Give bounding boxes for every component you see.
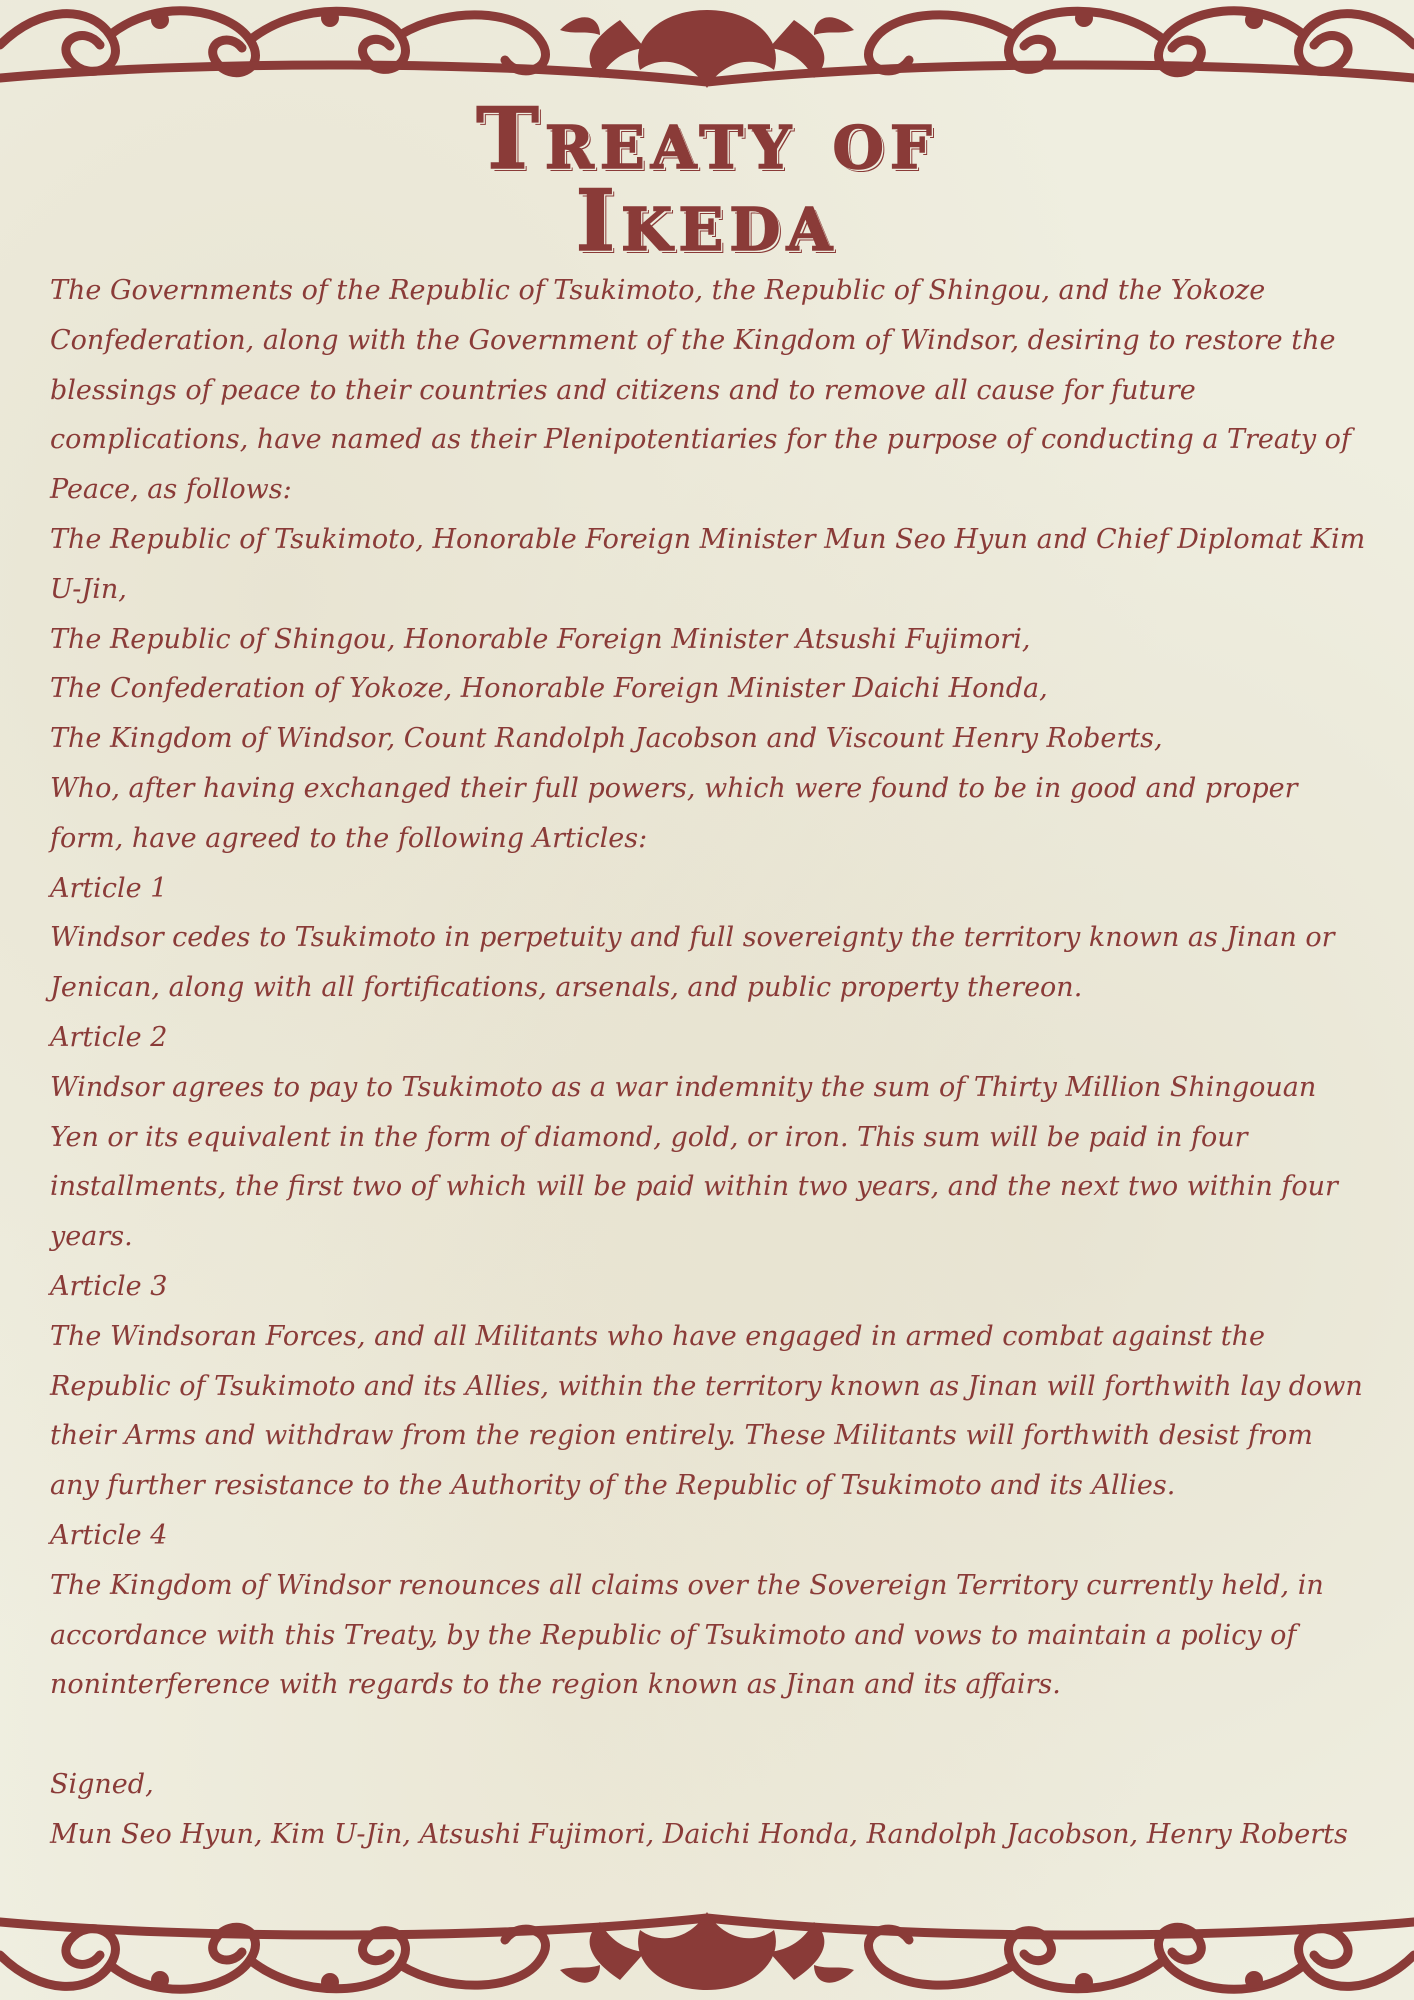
article-text: The Windsoran Forces, and all Militants who have engaged in armed combat against the Republic of Tsukimoto and its Allies, within the territory known as Jinan will forthwith lay down their Arms and withdraw from the region entirely. These Militants will forthwith desist from any further resistance to the Authority of the Republic of Tsukimoto and its Allies.: [50, 1320, 1363, 1502]
plenipotentiary-windsor: The Kingdom of Windsor, Count Randolph Jacobson and Viscount Henry Roberts,: [50, 723, 1163, 755]
article-heading: Article 1: [50, 872, 168, 904]
document-title: [0, 89, 1414, 270]
title-line-1: Treaty of: [476, 89, 938, 188]
article-heading: Article 4: [50, 1519, 168, 1551]
article-text: Windsor agrees to pay to Tsukimoto as a war indemnity the sum of Thirty Million Shingouan Yen or its equivalent in the form of diamond, gold, or iron. This sum will be paid in four installments, the first two of which will be paid within two years, and the next two within four years.: [50, 1071, 1338, 1253]
treaty-body: [50, 266, 1368, 1860]
plenipotentiary-tsukimoto: The Republic of Tsukimoto, Honorable Foreign Minister Mun Seo Hyun and Chief Diplomat Kim U-Jin,: [50, 523, 1366, 605]
article-heading: Article 2: [50, 1021, 168, 1053]
agreement-intro: Who, after having exchanged their full powers, which were found to be in good and proper form, have agreed to the following Articles:: [50, 772, 1298, 854]
title-line-2: Ikeda: [575, 171, 839, 270]
spacer: [50, 1710, 1368, 1760]
plenipotentiary-yokoze: The Confederation of Yokoze, Honorable Foreign Minister Daichi Honda,: [50, 673, 1048, 705]
article-text: The Kingdom of Windsor renounces all claims over the Sovereign Territory currently held, in accordance with this Treaty, by the Republic of Tsukimoto and vows to maintain a policy of noninterference with regards to the region known as Jinan and its affairs.: [50, 1569, 1324, 1701]
preamble: The Governments of the Republic of Tsukimoto, the Republic of Shingou, and the Yokoze Confederation, along with the Government of the Kingdom of Windsor, desiring to restore the blessings of peace to their countries and citizens and to remove all cause for future complications, have named as their Plenipotentiaries for the purpose of conducting a Treaty of Peace, as follows:: [50, 275, 1351, 506]
plenipotentiary-shingou: The Republic of Shingou, Honorable Foreign Minister Atsushi Fujimori,: [50, 623, 1031, 655]
article-heading: Article 3: [50, 1270, 168, 1302]
floral-border-bottom-icon: [0, 1905, 1414, 2000]
article-text: Windsor cedes to Tsukimoto in perpetuity and full sovereignty the territory known as Jinan or Jenican, along with all fortifications, arsenals, and public property thereon.: [50, 922, 1335, 1004]
signatories: Mun Seo Hyun, Kim U-Jin, Atsushi Fujimori, Daichi Honda, Randolph Jacobson, Henry Roberts: [50, 1818, 1348, 1850]
floral-border-top-icon: [0, 0, 1414, 95]
signed-label: Signed,: [50, 1768, 154, 1800]
